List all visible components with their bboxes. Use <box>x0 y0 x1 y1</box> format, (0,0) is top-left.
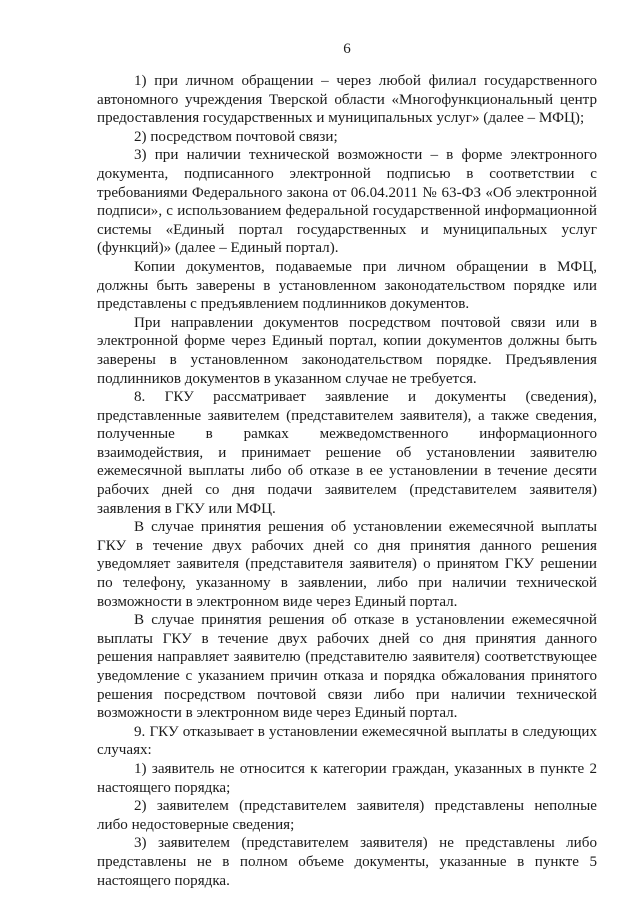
document-page <box>97 0 597 905</box>
page-number: 6 <box>343 41 351 57</box>
paragraph-refusal-reason-1: 1) заявитель не относится к категории граждан, указанных в пункте 2 настоящего порядка; <box>97 760 597 796</box>
paragraph-refusal-notice: В случае принятия решения об отказе в установлении ежемесячной выплаты ГКУ в течение двух рабочих дней со дня принятия данного решения направляет заявителю (представителю заявителя) соответствующее уведомление с указанием причин отказа и порядка обжалования принятого решения посредством почтовой связи либо при наличии технической возможности в электронном виде через Единый портал. <box>97 612 597 722</box>
paragraph-item-3: 3) при наличии технической возможности – в форме электронного документа, подписанного электронной подписью в соответствии с требованиями Федерального закона от 06.04.2011 № 63-ФЗ «Об электронной подписи», с использованием федеральной государственной информационной системы «Единый портал государственных и муниципальных услуг (функций)» (далее – Единый портал). <box>97 147 597 257</box>
document-body <box>97 72 597 890</box>
paragraph-copies-mfc: Копии документов, подаваемые при личном обращении в МФЦ, должны быть заверены в установленном законодательством порядке или представлены с предъявлением подлинников документов. <box>97 258 597 313</box>
paragraph-copies-post: При направлении документов посредством почтовой связи или в электронной форме через Единый портал, копии документов должны быть заверены в установленном законодательством порядке. Предъявления подлинников документов в указанном случае не требуется. <box>97 314 597 387</box>
paragraph-refusal-reason-2: 2) заявителем (представителем заявителя) представлены неполные либо недостоверные сведения; <box>97 798 597 833</box>
paragraph-item-2: 2) посредством почтовой связи; <box>134 128 338 145</box>
paragraph-clause-9: 9. ГКУ отказывает в установлении ежемесячной выплаты в следующих случаях: <box>97 723 597 759</box>
paragraph-refusal-reason-3: 3) заявителем (представителем заявителя) не представлены либо представлены не в полном объеме документы, указанные в пункте 5 настоящего порядка. <box>97 835 597 889</box>
paragraph-clause-8: 8. ГКУ рассматривает заявление и документы (сведения), представленные заявителем (представителем заявителя), а также сведения, полученные в рамках межведомственного информационного взаимодействия, и принимает решение об установлении заявителю ежемесячной выплаты либо об отказе в ее установлении в течение десяти рабочих дней со дня подачи заявителем (представителем заявителя) заявления в ГКУ или МФЦ. <box>97 389 597 517</box>
paragraph-approval-notice: В случае принятия решения об установлении ежемесячной выплаты ГКУ в течение двух рабочих дней со дня принятия данного решения уведомляет заявителя (представителя заявителя) о принятом ГКУ решении по телефону, указанному в заявлении, либо при наличии технической возможности в электронном виде через Единый портал. <box>97 519 597 610</box>
paragraph-item-1: 1) при личном обращении – через любой филиал государственного автономного учреждения Тверской области «Многофункциональный центр предоставления государственных и муниципальных услуг» (далее – МФЦ); <box>97 73 597 127</box>
